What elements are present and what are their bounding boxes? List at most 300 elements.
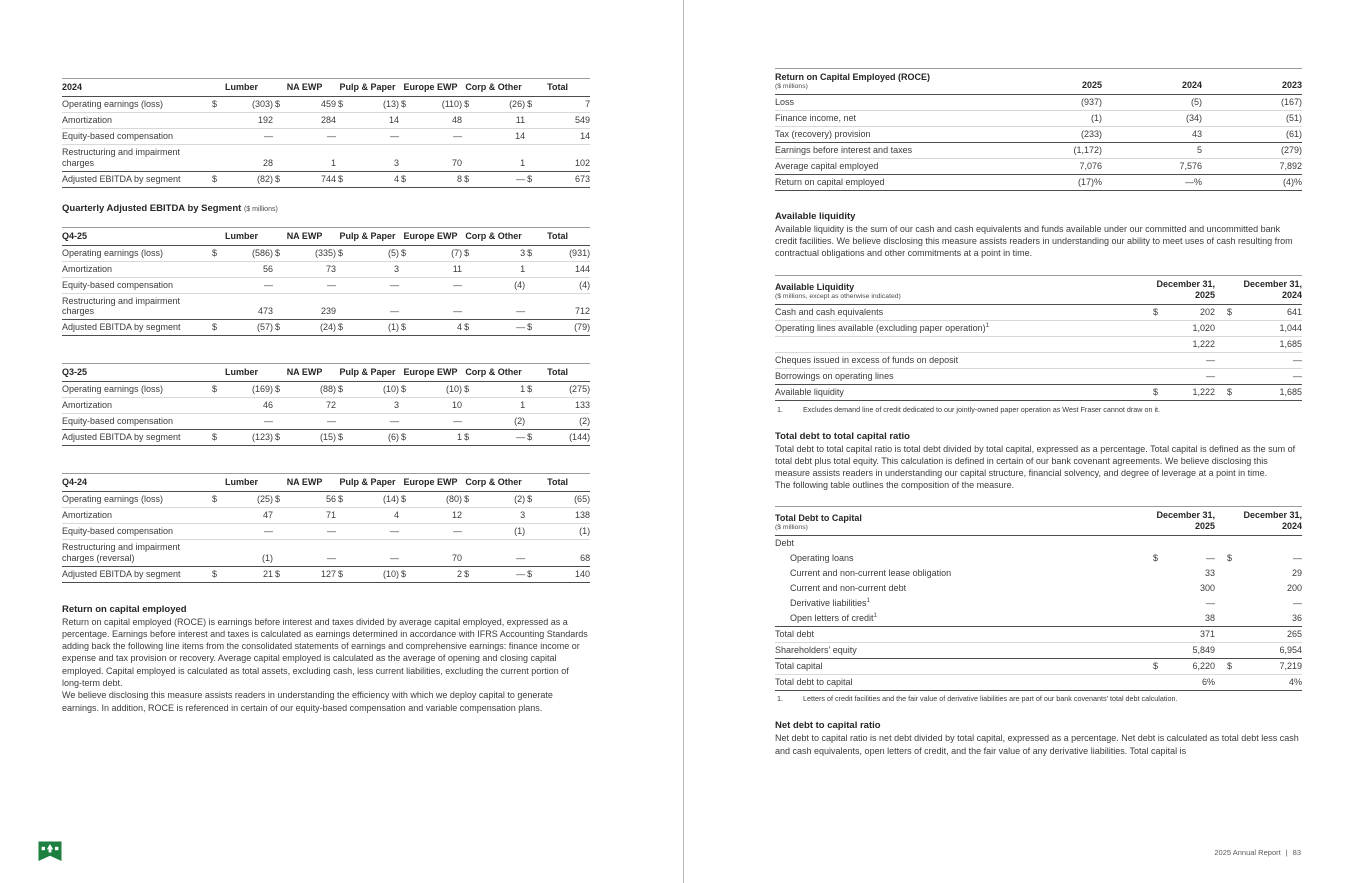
- footnote-number: 1.: [777, 694, 783, 704]
- heading-units-note: ($ millions): [243, 205, 278, 213]
- dollar-sign-cell: $: [336, 171, 349, 187]
- dollar-sign-cell: [336, 508, 349, 524]
- dollar-sign-cell: [210, 524, 223, 540]
- period-header: Q4-25: [62, 227, 210, 245]
- table-title-cell: [775, 275, 1151, 305]
- value-cell: 3: [349, 145, 399, 172]
- dollar-sign-cell: [273, 508, 286, 524]
- page-footer: [1214, 848, 1301, 857]
- value-cell: (6): [349, 430, 399, 446]
- value-cell: 7,576: [1102, 158, 1202, 174]
- value-cell: —: [286, 540, 336, 567]
- value-cell: (79): [538, 320, 590, 336]
- value-cell: (1): [538, 524, 590, 540]
- dollar-sign-cell: [525, 293, 538, 320]
- dollar-sign-cell: [462, 540, 475, 567]
- table-title-cell: [775, 506, 1151, 536]
- table-row: [62, 508, 590, 524]
- dollar-sign-cell: [1151, 642, 1167, 658]
- column-header: Pulp & Paper: [336, 227, 399, 245]
- dollar-sign-cell: $: [401, 99, 407, 110]
- dollar-sign-cell: $: [336, 566, 349, 582]
- value-cell: 3: [349, 261, 399, 277]
- total-row: [62, 430, 590, 446]
- value-cell: —: [1293, 598, 1303, 609]
- date-column-header: [1215, 275, 1302, 305]
- row-label: Adjusted EBITDA by segment: [62, 566, 210, 582]
- value-cell: 7,076: [1002, 158, 1102, 174]
- total-debt-heading: Total debt to total capital ratio: [775, 430, 910, 442]
- value-cell: 10: [412, 398, 462, 414]
- row-label: Operating lines available (excluding paper operation)$^1$: [775, 321, 1151, 337]
- dollar-sign-cell: $: [212, 384, 218, 395]
- dollar-sign-cell: $: [525, 430, 538, 446]
- value-cell: 1,685: [1241, 337, 1302, 353]
- dollar-sign-cell: [525, 414, 538, 430]
- dollar-sign-cell: [273, 261, 286, 277]
- net-debt-paragraph: Net debt to capital ratio is net debt divided by total capital, expressed as a percentage. Net debt is calculated as total debt less cash and cash equivalents, open letters of credit, and the fair value of any derivative liabilities. Total capital is: [775, 733, 1299, 756]
- dollar-sign-cell: [1215, 627, 1241, 643]
- table-subtitle: ($ millions): [775, 82, 808, 90]
- value-cell: —: [349, 414, 399, 430]
- value-cell: (88): [320, 384, 337, 395]
- dollar-sign-cell: $: [275, 247, 281, 258]
- value-cell: —: [412, 129, 462, 145]
- table-row: [775, 551, 1302, 566]
- table-row: [775, 596, 1302, 611]
- dollar-sign-cell: [1215, 353, 1241, 369]
- dollar-sign-cell: [1151, 611, 1167, 626]
- dollar-sign-cell: [399, 261, 412, 277]
- dollar-sign-cell: [336, 277, 349, 293]
- column-header: NA EWP: [273, 474, 336, 492]
- row-label: Available liquidity: [775, 385, 1151, 401]
- dollar-sign-cell: $: [527, 99, 533, 110]
- dollar-sign-cell: [1215, 566, 1241, 581]
- table-row: [62, 524, 590, 540]
- value-cell: —: [349, 524, 399, 540]
- row-label: Cheques issued in excess of funds on deposit: [775, 353, 1151, 369]
- dollar-sign-cell: [273, 524, 286, 540]
- value-cell: 1,685: [1241, 385, 1302, 401]
- table-title: Total Debt to Capital: [775, 513, 862, 524]
- column-header: Lumber: [210, 79, 273, 97]
- value-cell: 4: [349, 171, 399, 187]
- table-row: [62, 97, 590, 113]
- value-cell: (1,172): [1002, 142, 1102, 158]
- value-cell: (2): [514, 494, 526, 505]
- dollar-sign-cell: [210, 113, 223, 129]
- row-label: Borrowings on operating lines: [775, 369, 1151, 385]
- column-header: Corp & Other: [462, 79, 525, 97]
- value-cell: —: [412, 277, 462, 293]
- dollar-sign-cell: $: [399, 171, 412, 187]
- table-row: [775, 95, 1302, 111]
- dollar-sign-cell: $: [462, 566, 475, 582]
- row-label: Amortization: [62, 508, 210, 524]
- dollar-sign-cell: [273, 145, 286, 172]
- dollar-sign-cell: $: [273, 430, 286, 446]
- row-label: Equity-based compensation: [62, 129, 210, 145]
- table-row: [775, 110, 1302, 126]
- column-header: NA EWP: [273, 79, 336, 97]
- value-cell: (1): [223, 540, 273, 567]
- value-cell: 673: [538, 171, 590, 187]
- superscript: 1: [985, 323, 989, 330]
- value-cell: 38: [1205, 613, 1216, 624]
- row-label: [775, 337, 1151, 353]
- dollar-sign-cell: [399, 293, 412, 320]
- dollar-sign-cell: [399, 414, 412, 430]
- dollar-sign-cell: [210, 145, 223, 172]
- row-label: Adjusted EBITDA by segment: [62, 171, 210, 187]
- value-cell: —: [286, 524, 336, 540]
- column-header: Corp & Other: [462, 364, 525, 382]
- value-cell: 4: [349, 508, 399, 524]
- superscript: 1: [873, 613, 877, 620]
- dollar-sign-cell: $: [527, 494, 533, 505]
- dollar-sign-cell: [336, 129, 349, 145]
- value-cell: 11: [412, 261, 462, 277]
- row-label: Return on capital employed: [775, 174, 1002, 190]
- row-label: Earnings before interest and taxes: [775, 142, 1002, 158]
- value-cell: (82): [223, 171, 273, 187]
- dollar-sign-cell: $: [1153, 553, 1159, 564]
- value-cell: 1: [412, 430, 462, 446]
- available-liquidity-heading: Available liquidity: [775, 210, 856, 222]
- value-cell: —: [286, 277, 336, 293]
- dollar-sign-cell: $: [338, 247, 344, 258]
- column-header: NA EWP: [273, 227, 336, 245]
- value-cell: (123): [223, 430, 273, 446]
- dollar-sign-cell: $: [273, 566, 286, 582]
- value-cell: (15): [286, 430, 336, 446]
- date-column-header: [1151, 506, 1215, 536]
- value-cell: (335): [315, 247, 337, 258]
- row-label: Operating earnings (loss): [62, 247, 164, 258]
- value-cell: —: [349, 293, 399, 320]
- footnote-text: Excludes demand line of credit dedicated to our jointly-owned paper operation as West Fraser cannot draw on it.: [803, 404, 1161, 414]
- value-cell: —: [475, 320, 525, 336]
- dollar-sign-cell: [273, 398, 286, 414]
- period-header: Q3-25: [62, 364, 210, 382]
- dollar-sign-cell: $: [275, 99, 281, 110]
- dollar-sign-cell: [1151, 321, 1167, 337]
- year-column-header: 2024: [1102, 69, 1202, 95]
- dollar-sign-cell: $: [1215, 385, 1241, 401]
- value-cell: 300: [1199, 583, 1216, 594]
- dollar-sign-cell: $: [401, 384, 407, 395]
- dollar-sign-cell: [210, 277, 223, 293]
- dollar-sign-cell: $: [212, 99, 218, 110]
- dollar-sign-cell: $: [212, 247, 218, 258]
- dollar-sign-cell: $: [210, 566, 223, 582]
- dollar-sign-cell: [210, 414, 223, 430]
- period-header: 2024: [62, 79, 210, 97]
- column-header: Lumber: [210, 364, 273, 382]
- dollar-sign-cell: [1151, 337, 1167, 353]
- row-label: Tax (recovery) provision: [775, 126, 1002, 142]
- value-cell: 68: [538, 540, 590, 567]
- column-header: Europe EWP: [399, 227, 462, 245]
- date-line: December 31,: [1243, 509, 1303, 520]
- value-cell: 14: [475, 129, 525, 145]
- value-cell: 1: [475, 398, 525, 414]
- table-row: [775, 321, 1302, 337]
- dollar-sign-cell: [1151, 627, 1167, 643]
- table-title: Available Liquidity: [775, 282, 855, 293]
- dollar-sign-cell: [1215, 596, 1241, 611]
- value-cell: 11: [475, 113, 525, 129]
- section-row: [775, 536, 1302, 551]
- dollar-sign-cell: [462, 277, 475, 293]
- footnote-text: Letters of credit facilities and the fair value of derivative liabilities are part of our bank covenants’ total debt calculation.: [803, 694, 1178, 704]
- value-cell: 70: [412, 540, 462, 567]
- segment-table-q4-25: [62, 227, 590, 337]
- row-label: Restructuring and impairment charges: [62, 145, 210, 172]
- row-label: Total capital: [775, 658, 1151, 674]
- roce-section-heading: Return on capital employed: [62, 603, 187, 615]
- value-cell: —: [223, 277, 273, 293]
- column-header: Corp & Other: [462, 227, 525, 245]
- dollar-sign-cell: $: [338, 494, 344, 505]
- value-cell: (275): [569, 384, 591, 395]
- value-cell: (586): [252, 247, 274, 258]
- dollar-sign-cell: [525, 277, 538, 293]
- value-cell: (57): [223, 320, 273, 336]
- row-label: Equity-based compensation: [62, 414, 210, 430]
- dollar-sign-cell: [462, 508, 475, 524]
- table-row: [775, 337, 1302, 353]
- dollar-sign-cell: [399, 398, 412, 414]
- value-cell: —: [412, 414, 462, 430]
- footer-separator: |: [1285, 848, 1288, 857]
- dollar-sign-cell: [462, 524, 475, 540]
- value-cell: 6,220: [1167, 658, 1215, 674]
- dollar-sign-cell: [273, 540, 286, 567]
- dollar-sign-cell: $: [210, 320, 223, 336]
- dollar-sign-cell: $: [275, 384, 281, 395]
- dollar-sign-cell: [462, 293, 475, 320]
- dollar-sign-cell: $: [525, 566, 538, 582]
- dollar-sign-cell: [399, 145, 412, 172]
- dollar-sign-cell: [273, 293, 286, 320]
- dollar-sign-cell: [336, 261, 349, 277]
- value-cell: (110): [441, 99, 463, 110]
- dollar-sign-cell: [525, 508, 538, 524]
- value-cell: 3: [520, 247, 526, 258]
- dollar-sign-cell: $: [399, 430, 412, 446]
- quarterly-ebitda-heading: [62, 203, 590, 216]
- dollar-sign-cell: [399, 524, 412, 540]
- dollar-sign-cell: $: [273, 171, 286, 187]
- page-number: 83: [1292, 848, 1301, 857]
- dollar-sign-cell: $: [525, 171, 538, 187]
- column-header: Pulp & Paper: [336, 474, 399, 492]
- value-cell: 7: [585, 99, 591, 110]
- row-label: Restructuring and impairment charges: [62, 293, 210, 320]
- table-row: [775, 566, 1302, 581]
- table-subtitle: ($ millions): [775, 523, 808, 531]
- row-label: Derivative liabilities$^1$: [790, 598, 870, 609]
- value-cell: —: [1241, 369, 1302, 385]
- table-row: [62, 293, 590, 320]
- value-cell: 2: [412, 566, 462, 582]
- value-cell: 7,219: [1241, 658, 1302, 674]
- value-cell: (14): [383, 494, 400, 505]
- value-cell: 200: [1287, 583, 1303, 594]
- value-cell: (167): [1280, 97, 1302, 108]
- value-cell: 459: [321, 99, 337, 110]
- value-cell: —: [475, 293, 525, 320]
- dollar-sign-cell: $: [1227, 307, 1233, 318]
- available-liquidity-footnote: [775, 401, 1302, 414]
- dollar-sign-cell: [462, 129, 475, 145]
- value-cell: 1: [520, 384, 526, 395]
- column-header: Total: [525, 474, 590, 492]
- dollar-sign-cell: [336, 113, 349, 129]
- table-header-row: [62, 79, 590, 97]
- value-cell: —: [349, 540, 399, 567]
- dollar-sign-cell: [1151, 674, 1167, 690]
- dollar-sign-cell: [1151, 566, 1167, 581]
- dollar-sign-cell: [399, 508, 412, 524]
- dollar-sign-cell: [273, 113, 286, 129]
- value-cell: (2): [475, 414, 525, 430]
- dollar-sign-cell: $: [210, 430, 223, 446]
- value-cell: (4): [475, 277, 525, 293]
- dollar-sign-cell: $: [462, 430, 475, 446]
- roce-paragraph-2: We believe disclosing this measure assists readers in understanding the efficiency with which we deploy capital to generate earnings. In addition, ROCE is referenced in certain of our equity-based compensation and variable compensation plans.: [62, 690, 553, 713]
- column-header: Lumber: [210, 474, 273, 492]
- table-row: [775, 658, 1302, 674]
- table-row: [62, 261, 590, 277]
- column-header: Europe EWP: [399, 364, 462, 382]
- dollar-sign-cell: $: [1215, 658, 1241, 674]
- table-row: [775, 581, 1302, 596]
- table-row: [775, 369, 1302, 385]
- value-cell: 144: [538, 261, 590, 277]
- row-label: Amortization: [62, 398, 210, 414]
- value-cell: 3: [349, 398, 399, 414]
- value-cell: (279): [1202, 142, 1302, 158]
- total-debt-footnote: [775, 691, 1302, 704]
- year-line: 2024: [1282, 289, 1303, 300]
- row-label: Adjusted EBITDA by segment: [62, 320, 210, 336]
- dollar-sign-cell: $: [399, 320, 412, 336]
- dollar-sign-cell: $: [1153, 307, 1159, 318]
- dollar-sign-cell: [210, 293, 223, 320]
- dollar-sign-cell: [525, 113, 538, 129]
- value-cell: 192: [223, 113, 273, 129]
- dollar-sign-cell: [462, 261, 475, 277]
- value-cell: 1: [475, 261, 525, 277]
- dollar-sign-cell: [462, 398, 475, 414]
- value-cell: 8: [412, 171, 462, 187]
- dollar-sign-cell: $: [273, 320, 286, 336]
- date-column-header: [1151, 275, 1215, 305]
- row-label: Shareholders’ equity: [775, 642, 1151, 658]
- table-header-row: [62, 227, 590, 245]
- value-cell: (7): [451, 247, 463, 258]
- dollar-sign-cell: [1151, 596, 1167, 611]
- value-cell: 71: [286, 508, 336, 524]
- table-row: [775, 174, 1302, 190]
- dollar-sign-cell: [210, 508, 223, 524]
- value-cell: (17)%: [1002, 174, 1102, 190]
- value-cell: —: [286, 129, 336, 145]
- table-header-row: [775, 275, 1302, 305]
- empty-cell: [1151, 536, 1302, 551]
- row-label: Amortization: [62, 261, 210, 277]
- roce-table: [775, 68, 1302, 191]
- value-cell: (4): [538, 277, 590, 293]
- value-cell: 371: [1167, 627, 1215, 643]
- dollar-sign-cell: [336, 293, 349, 320]
- value-cell: (1): [475, 524, 525, 540]
- table-row: [775, 611, 1302, 626]
- value-cell: (1): [1002, 110, 1102, 126]
- table-row: [775, 126, 1302, 142]
- table-row: [62, 245, 590, 261]
- value-cell: 33: [1205, 568, 1216, 579]
- value-cell: 1,020: [1167, 321, 1215, 337]
- total-debt-paragraph-2: The following table outlines the composition of the measure.: [775, 480, 1015, 491]
- dollar-sign-cell: $: [1151, 385, 1167, 401]
- right-page: [775, 68, 1302, 757]
- year-column-header: 2025: [1002, 69, 1102, 95]
- table-row: [775, 627, 1302, 643]
- table-row: [62, 113, 590, 129]
- value-cell: (144): [538, 430, 590, 446]
- value-cell: —: [223, 524, 273, 540]
- value-cell: 14: [349, 113, 399, 129]
- footnote-number: 1.: [777, 404, 783, 414]
- dollar-sign-cell: [525, 398, 538, 414]
- column-header: Total: [525, 364, 590, 382]
- value-cell: 5: [1102, 142, 1202, 158]
- value-cell: (26): [509, 99, 526, 110]
- row-label: Operating earnings (loss): [62, 384, 164, 395]
- value-cell: 712: [538, 293, 590, 320]
- value-cell: 4: [412, 320, 462, 336]
- dollar-sign-cell: [399, 540, 412, 567]
- table-row: [62, 398, 590, 414]
- value-cell: 1,044: [1241, 321, 1302, 337]
- dollar-sign-cell: $: [401, 494, 407, 505]
- column-header: Europe EWP: [399, 474, 462, 492]
- value-cell: 29: [1292, 568, 1303, 579]
- dollar-sign-cell: [1215, 369, 1241, 385]
- value-cell: —: [1206, 553, 1216, 564]
- value-cell: —: [475, 171, 525, 187]
- row-label: Current and non-current lease obligation: [790, 568, 952, 579]
- value-cell: 21: [223, 566, 273, 582]
- row-label: Average capital employed: [775, 158, 1002, 174]
- net-debt-heading: Net debt to capital ratio: [775, 720, 881, 732]
- west-fraser-logo-icon: [38, 841, 62, 862]
- dollar-sign-cell: $: [275, 494, 281, 505]
- dollar-sign-cell: [1151, 369, 1167, 385]
- value-cell: 14: [538, 129, 590, 145]
- column-header: Total: [525, 227, 590, 245]
- dollar-sign-cell: $: [464, 99, 470, 110]
- value-cell: 48: [412, 113, 462, 129]
- year-column-header: 2023: [1202, 69, 1302, 95]
- dollar-sign-cell: [273, 414, 286, 430]
- value-cell: 56: [223, 261, 273, 277]
- table-header-row: [775, 69, 1302, 95]
